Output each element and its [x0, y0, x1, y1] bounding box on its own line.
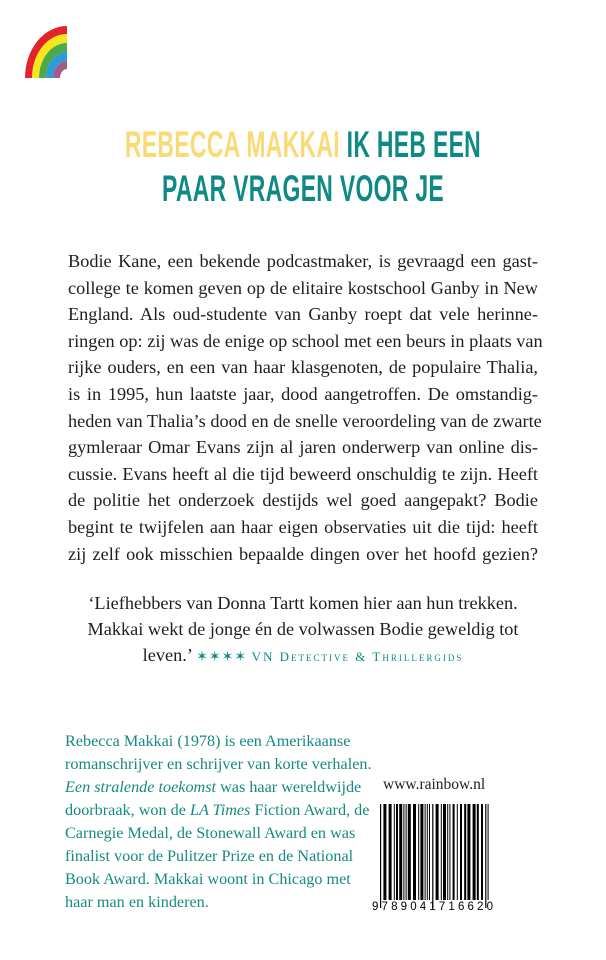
review-quote	[0, 590, 606, 671]
isbn-barcode	[372, 804, 494, 912]
barcode-bar	[408, 804, 411, 900]
barcode-bar	[432, 804, 433, 908]
review-line: leven.’	[142, 645, 192, 665]
publisher-website: www.rainbow.nl	[383, 776, 486, 793]
blurb-line: is in 1995, hun laatste jaar, dood aangetroffen. De omstandig-	[68, 383, 538, 404]
barcode-bar	[477, 804, 479, 900]
bio-line: Carnegie Medal, de Stonewall Award en was	[65, 824, 356, 842]
blurb-line: cussie. Evans heeft al die tijd beweerd onschuldig te zijn. Heeft	[68, 463, 538, 484]
review-source: VN Detective & Thrillergids	[251, 649, 464, 664]
barcode-bar	[464, 804, 466, 900]
blurb-line: zij zelf ook misschien bepaalde dingen over het hoofd gezien?	[68, 543, 538, 564]
book-title-line2: PAAR VRAGEN VOOR JE	[161, 168, 445, 209]
barcode-bar	[427, 804, 428, 900]
barcode-bar	[429, 804, 430, 900]
bio-line: Book Award. Makkai woont in Chicago met	[65, 870, 351, 888]
isbn-number: 9789041716620	[372, 901, 493, 912]
barcode-bar	[399, 804, 402, 900]
blurb	[68, 248, 543, 567]
blurb-line: Bodie Kane, een bekende podcastmaker, is gevraagd een gast-	[68, 251, 538, 271]
barcode-bar	[453, 804, 455, 900]
review-line: ‘Liefhebbers van Donna Tartt komen hier aan hun trekken.	[88, 593, 518, 613]
barcode-bar	[449, 804, 450, 900]
barcode-bar	[425, 804, 426, 900]
author-bio	[65, 730, 372, 914]
blurb-line: England. Als oud-studente van Ganby roept dat vele herinne-	[68, 304, 538, 325]
barcode-bar	[460, 804, 462, 900]
bio-line: haar man en kinderen.	[65, 893, 209, 911]
bio-line: finalist voor de Pulitzer Prize en de National	[65, 847, 354, 865]
award-name-italic: LA Times	[189, 801, 251, 819]
barcode-bar	[441, 804, 442, 900]
author-name: REBECCA MAKKAI	[124, 124, 340, 165]
barcode-bar	[481, 804, 483, 900]
book-title-block	[0, 123, 606, 211]
barcode-bar	[418, 804, 419, 900]
barcode-bar	[406, 804, 407, 900]
blurb-line: rijke ouders, en een van haar klasgenoten, de populaire Thalia,	[68, 357, 538, 378]
barcode-bar	[457, 804, 458, 900]
barcode-bar	[396, 804, 398, 900]
barcode-bar	[413, 804, 416, 900]
barcode-bar	[383, 804, 386, 900]
bio-line: Rebecca Makkai (1978) is een Amerikaanse	[65, 732, 351, 750]
book-title-italic: Een stralende toekomst	[65, 778, 217, 796]
barcode-bar	[467, 804, 470, 900]
blurb-line: college te komen geven op de elitaire kostschool Ganby in New	[68, 277, 538, 298]
barcode-bar	[420, 804, 423, 900]
barcode-bar	[443, 804, 446, 900]
barcode-bar	[488, 804, 489, 900]
rainbow-logo-icon	[25, 26, 67, 78]
rating-stars-icon: ✶✶✶✶	[196, 650, 248, 665]
bio-line: doorbraak, won de	[65, 801, 190, 819]
blurb-line: begint te twijfelen aan haar eigen observaties uit die tijd: heeft	[68, 516, 538, 537]
blurb-line: heden van Thalia’s dood en de snelle veroordeling van de zwarte	[68, 410, 542, 431]
barcode-bar	[403, 804, 404, 900]
bio-line: was haar wereldwijde	[216, 778, 362, 796]
barcode-bar	[389, 804, 392, 900]
barcode-bar	[394, 804, 395, 900]
blurb-line: de politie het onderzoek destijds wel goed aangepakt? Bodie	[68, 490, 538, 511]
bio-line: romanschrijver en schrijver van korte verhalen.	[65, 755, 372, 773]
barcode-bar	[380, 804, 381, 908]
barcode-bar	[485, 804, 486, 908]
review-line: Makkai wekt de jonge én de volwassen Bodie geweldig tot	[87, 619, 519, 639]
bio-line: Fiction Award, de	[250, 801, 370, 819]
barcode-bar	[436, 804, 439, 900]
blurb-line: ringen op: zij was de enige op school met een beurs in plaats van	[68, 330, 543, 351]
book-title-line1: IK HEB EEN	[346, 124, 482, 165]
barcode-bar	[447, 804, 448, 900]
barcode-bar	[473, 804, 476, 900]
blurb-line: gymleraar Omar Evans zijn al jaren onderwerp van online dis-	[68, 437, 538, 458]
